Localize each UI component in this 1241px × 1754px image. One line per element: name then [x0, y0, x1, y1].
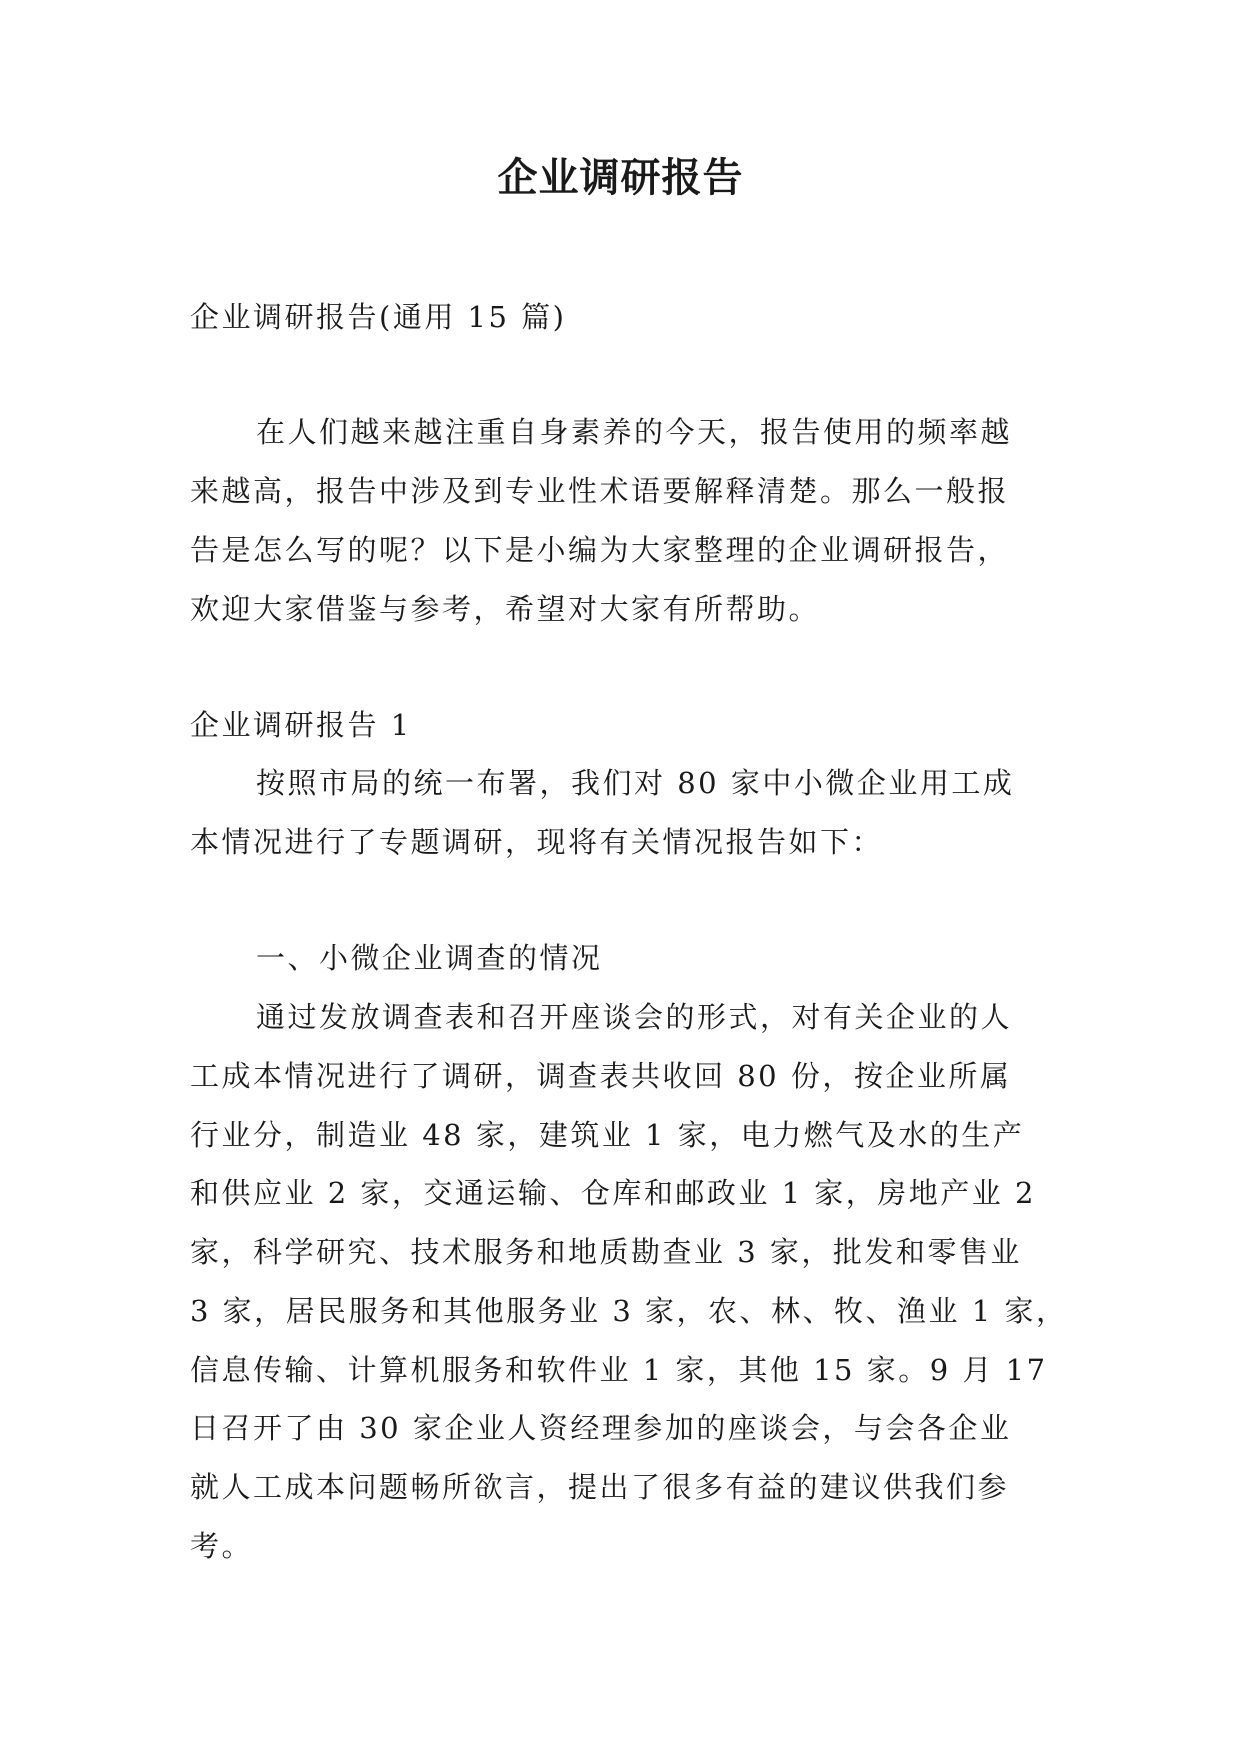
section1-line: 家，科学研究、技术服务和地质勘查业 3 家，批发和零售业	[190, 1235, 1022, 1269]
section1-line: 通过发放调查表和召开座谈会的形式，对有关企业的人	[256, 1000, 1013, 1034]
section1-line: 日召开了由 30 家企业人资经理参加的座谈会，与会各企业	[190, 1411, 1012, 1445]
intro-line: 告是怎么写的呢？以下是小编为大家整理的企业调研报告，	[190, 533, 1010, 567]
report1-intro-line: 本情况进行了专题调研，现将有关情况报告如下：	[190, 825, 884, 859]
section1-heading: 一、小微企业调查的情况	[256, 941, 603, 975]
section1-line: 考。	[190, 1529, 254, 1563]
section1-line: 就人工成本问题畅所欲言，提出了很多有益的建议供我们参	[190, 1470, 1010, 1504]
intro-line: 来越高，报告中涉及到专业性术语要解释清楚。那么一般报	[190, 474, 1010, 508]
section1-line: 3 家，居民服务和其他服务业 3 家，农、林、牧、渔业 1 家，	[190, 1294, 1068, 1328]
section1-line: 工成本情况进行了调研，调查表共收回 80 份，按企业所属	[190, 1059, 1012, 1093]
report1-heading: 企业调研报告 1	[190, 708, 412, 742]
intro-line: 在人们越来越注重自身素养的今天，报告使用的频率越	[256, 415, 1013, 449]
section1-line: 和供应业 2 家，交通运输、仓库和邮政业 1 家，房地产业 2	[190, 1176, 1036, 1210]
section1-line: 信息传输、计算机服务和软件业 1 家，其他 15 家。9 月 17	[190, 1353, 1048, 1387]
document-title: 企业调研报告	[497, 155, 744, 201]
document-subtitle: 企业调研报告(通用 15 篇)	[190, 300, 567, 334]
section1-line: 行业分，制造业 48 家，建筑业 1 家，电力燃气及水的生产	[190, 1118, 1025, 1152]
intro-line: 欢迎大家借鉴与参考，希望对大家有所帮助。	[190, 592, 821, 626]
report1-intro-line: 按照市局的统一布署，我们对 80 家中小微企业用工成	[256, 766, 1015, 800]
